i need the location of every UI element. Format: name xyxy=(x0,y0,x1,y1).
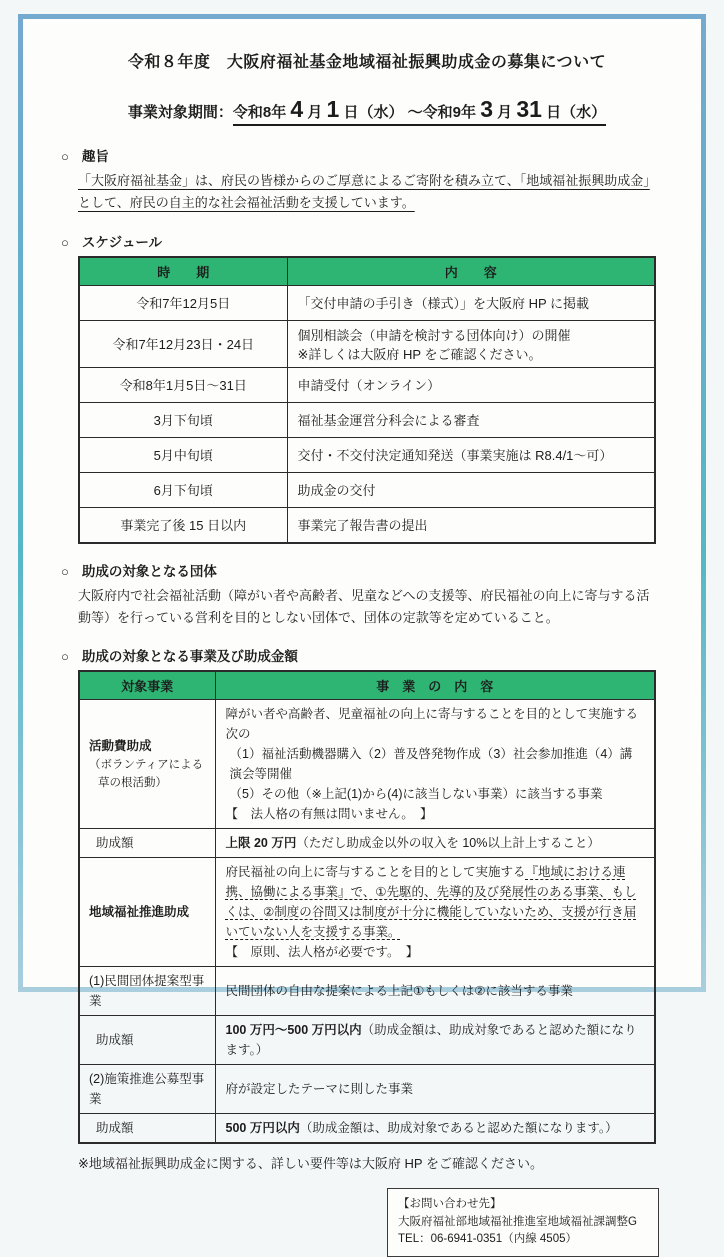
schedule-content: 申請受付（オンライン） xyxy=(287,367,655,402)
section-schedule xyxy=(61,231,673,544)
schedule-time: 令和8年1月5日～31日 xyxy=(79,367,287,402)
purpose-body-text: 「大阪府福祉基金」は、府民の皆様からのご厚意によるご寄附を積み立て、「地域福祉振興助成金」として、府民の自主的な社会福祉活動を支援しています。 xyxy=(78,173,650,211)
contact-department: 大阪府福祉部地域福祉推進室地域福祉課調整G xyxy=(398,1215,637,1228)
grants-row-private-proposal xyxy=(79,967,655,1016)
period-day-2: 31 xyxy=(516,96,542,122)
section-groups-heading: 助成の対象となる団体 xyxy=(81,563,217,579)
hp-note: ※地域福祉振興助成金に関する、詳しい要件等は大阪府 HP をご確認ください。 xyxy=(78,1156,543,1172)
grants-target-cell: (1)民間団体提案型事業 xyxy=(79,967,215,1016)
schedule-col-content: 内 容 xyxy=(287,257,655,286)
grants-detail-cell: 民間団体の自由な提案による上記①もしくは②に該当する事業 xyxy=(215,967,655,1016)
circle-bullet: ○ xyxy=(61,149,69,164)
schedule-content: 福祉基金運営分科会による審査 xyxy=(287,402,655,437)
schedule-content: 個別相談会（申請を検討する団体向け）の開催 ※詳しくは大阪府 HP をご確認ください。 xyxy=(287,320,655,367)
grants-row-amount-1 xyxy=(79,829,655,858)
circle-bullet: ○ xyxy=(61,234,69,250)
schedule-row xyxy=(79,320,655,367)
schedule-row xyxy=(79,402,655,437)
contact-phone: TEL：06-6941-0351（内線 4505） xyxy=(398,1232,577,1245)
grants-table xyxy=(78,670,656,1144)
grants-target-cell: 地域福祉推進助成 xyxy=(79,858,215,967)
section-purpose xyxy=(61,145,673,215)
grants-detail-cell: 府が設定したテーマに則した事業 xyxy=(215,1065,655,1114)
grants-target-cell: 助成額 xyxy=(79,1114,215,1144)
schedule-row xyxy=(79,507,655,543)
schedule-header-row xyxy=(79,257,655,286)
grants-row-activity xyxy=(79,700,655,829)
schedule-content: 「交付申請の手引き（様式）」を大阪府 HP に掲載 xyxy=(287,285,655,320)
period-label: 事業対象期間： xyxy=(127,104,233,121)
grants-detail-cell: 上限 20 万円（ただし助成金以外の収入を 10%以上計上すること） xyxy=(215,829,655,858)
period-month-2: 3 xyxy=(480,96,493,122)
circle-bullet: ○ xyxy=(61,649,69,665)
section-grant-projects xyxy=(61,645,673,1172)
grants-col-detail: 事 業 の 内 容 xyxy=(215,671,655,700)
period-day-1: 1 xyxy=(326,96,340,122)
grants-header-row xyxy=(79,671,655,700)
contact-title: 【お問い合わせ先】 xyxy=(398,1198,502,1211)
period-month-1: 4 xyxy=(290,96,304,122)
schedule-content: 助成金の交付 xyxy=(287,472,655,507)
period-date: 令和8年 4 月 1 日（水） ～令和9年 3 月 31 日（水） xyxy=(233,104,606,126)
schedule-time: 5月中旬頃 xyxy=(79,437,287,472)
schedule-row xyxy=(79,472,655,507)
grants-detail-cell: 500 万円以内（助成金額は、助成対象であると認めた額になります。） xyxy=(215,1114,655,1144)
schedule-table xyxy=(78,256,656,544)
page-sheet xyxy=(23,19,701,1245)
section-eligible-groups xyxy=(61,560,673,630)
schedule-time: 3月下旬頃 xyxy=(79,402,287,437)
schedule-content: 交付・不交付決定通知発送（事業実施は R8.4/1～可） xyxy=(287,437,655,472)
section-schedule-heading: スケジュール xyxy=(81,234,163,250)
grants-col-target: 対象事業 xyxy=(79,671,215,700)
schedule-col-time: 時 期 xyxy=(79,257,287,286)
section-projects-heading: 助成の対象となる事業及び助成金額 xyxy=(81,649,298,665)
section-purpose-heading: 趣旨 xyxy=(81,149,109,164)
schedule-time: 6月下旬頃 xyxy=(79,472,287,507)
groups-body-text: 大阪府内で社会福祉活動（障がい者や高齢者、児童などへの支援等、府民福祉の向上に寄与する活動等）を行っている営利を目的としない団体で、団体の定款等を定めていること。 xyxy=(78,587,650,626)
schedule-time: 事業完了後 15 日以内 xyxy=(79,507,287,543)
schedule-row xyxy=(79,285,655,320)
grants-detail-cell: 障がい者や高齢者、児童福祉の向上に寄与することを目的として実施する次の （1）福祉活動機器購入（2）普及啓発物作成（3）社会参加推進（4）講演会等開催 （5）その他（※上記(1)から(4)に該当しない事業）に該当する事業 【 法人格の有無は問いません。 】 xyxy=(215,700,655,829)
contact-box xyxy=(387,1188,659,1257)
schedule-content: 事業完了報告書の提出 xyxy=(287,507,655,543)
grants-target-cell: 活動費助成 （ボランティアによる 草の根活動） xyxy=(79,700,215,829)
schedule-time: 令和7年12月23日・24日 xyxy=(79,320,287,367)
period-line xyxy=(61,96,673,123)
grants-row-amount-3 xyxy=(79,1114,655,1144)
schedule-row xyxy=(79,437,655,472)
grants-target-cell: 助成額 xyxy=(79,1016,215,1065)
circle-bullet: ○ xyxy=(61,563,69,579)
grants-row-community xyxy=(79,858,655,967)
grants-detail-cell: 100 万円～500 万円以内（助成金額は、助成対象であると認めた額になります。） xyxy=(215,1016,655,1065)
grants-target-cell: 助成額 xyxy=(79,829,215,858)
document-title: 令和８年度 大阪府福祉基金地域福祉振興助成金の募集について xyxy=(127,54,607,71)
grants-row-amount-2 xyxy=(79,1016,655,1065)
schedule-row xyxy=(79,367,655,402)
grants-target-cell: (2)施策推進公募型事業 xyxy=(79,1065,215,1114)
page-frame xyxy=(18,14,706,1245)
grants-detail-cell: 府民福祉の向上に寄与することを目的として実施する『地域における連携、協働による事業』で、①先駆的、先導的及び発展性のある事業、もしくは、②制度の谷間又は制度が十分に機能していないため、支援が行き届いていない人を支援する事業。 【 原則、法人格が必要です。 】 xyxy=(215,858,655,967)
grants-row-policy-public xyxy=(79,1065,655,1114)
schedule-time: 令和7年12月5日 xyxy=(79,285,287,320)
